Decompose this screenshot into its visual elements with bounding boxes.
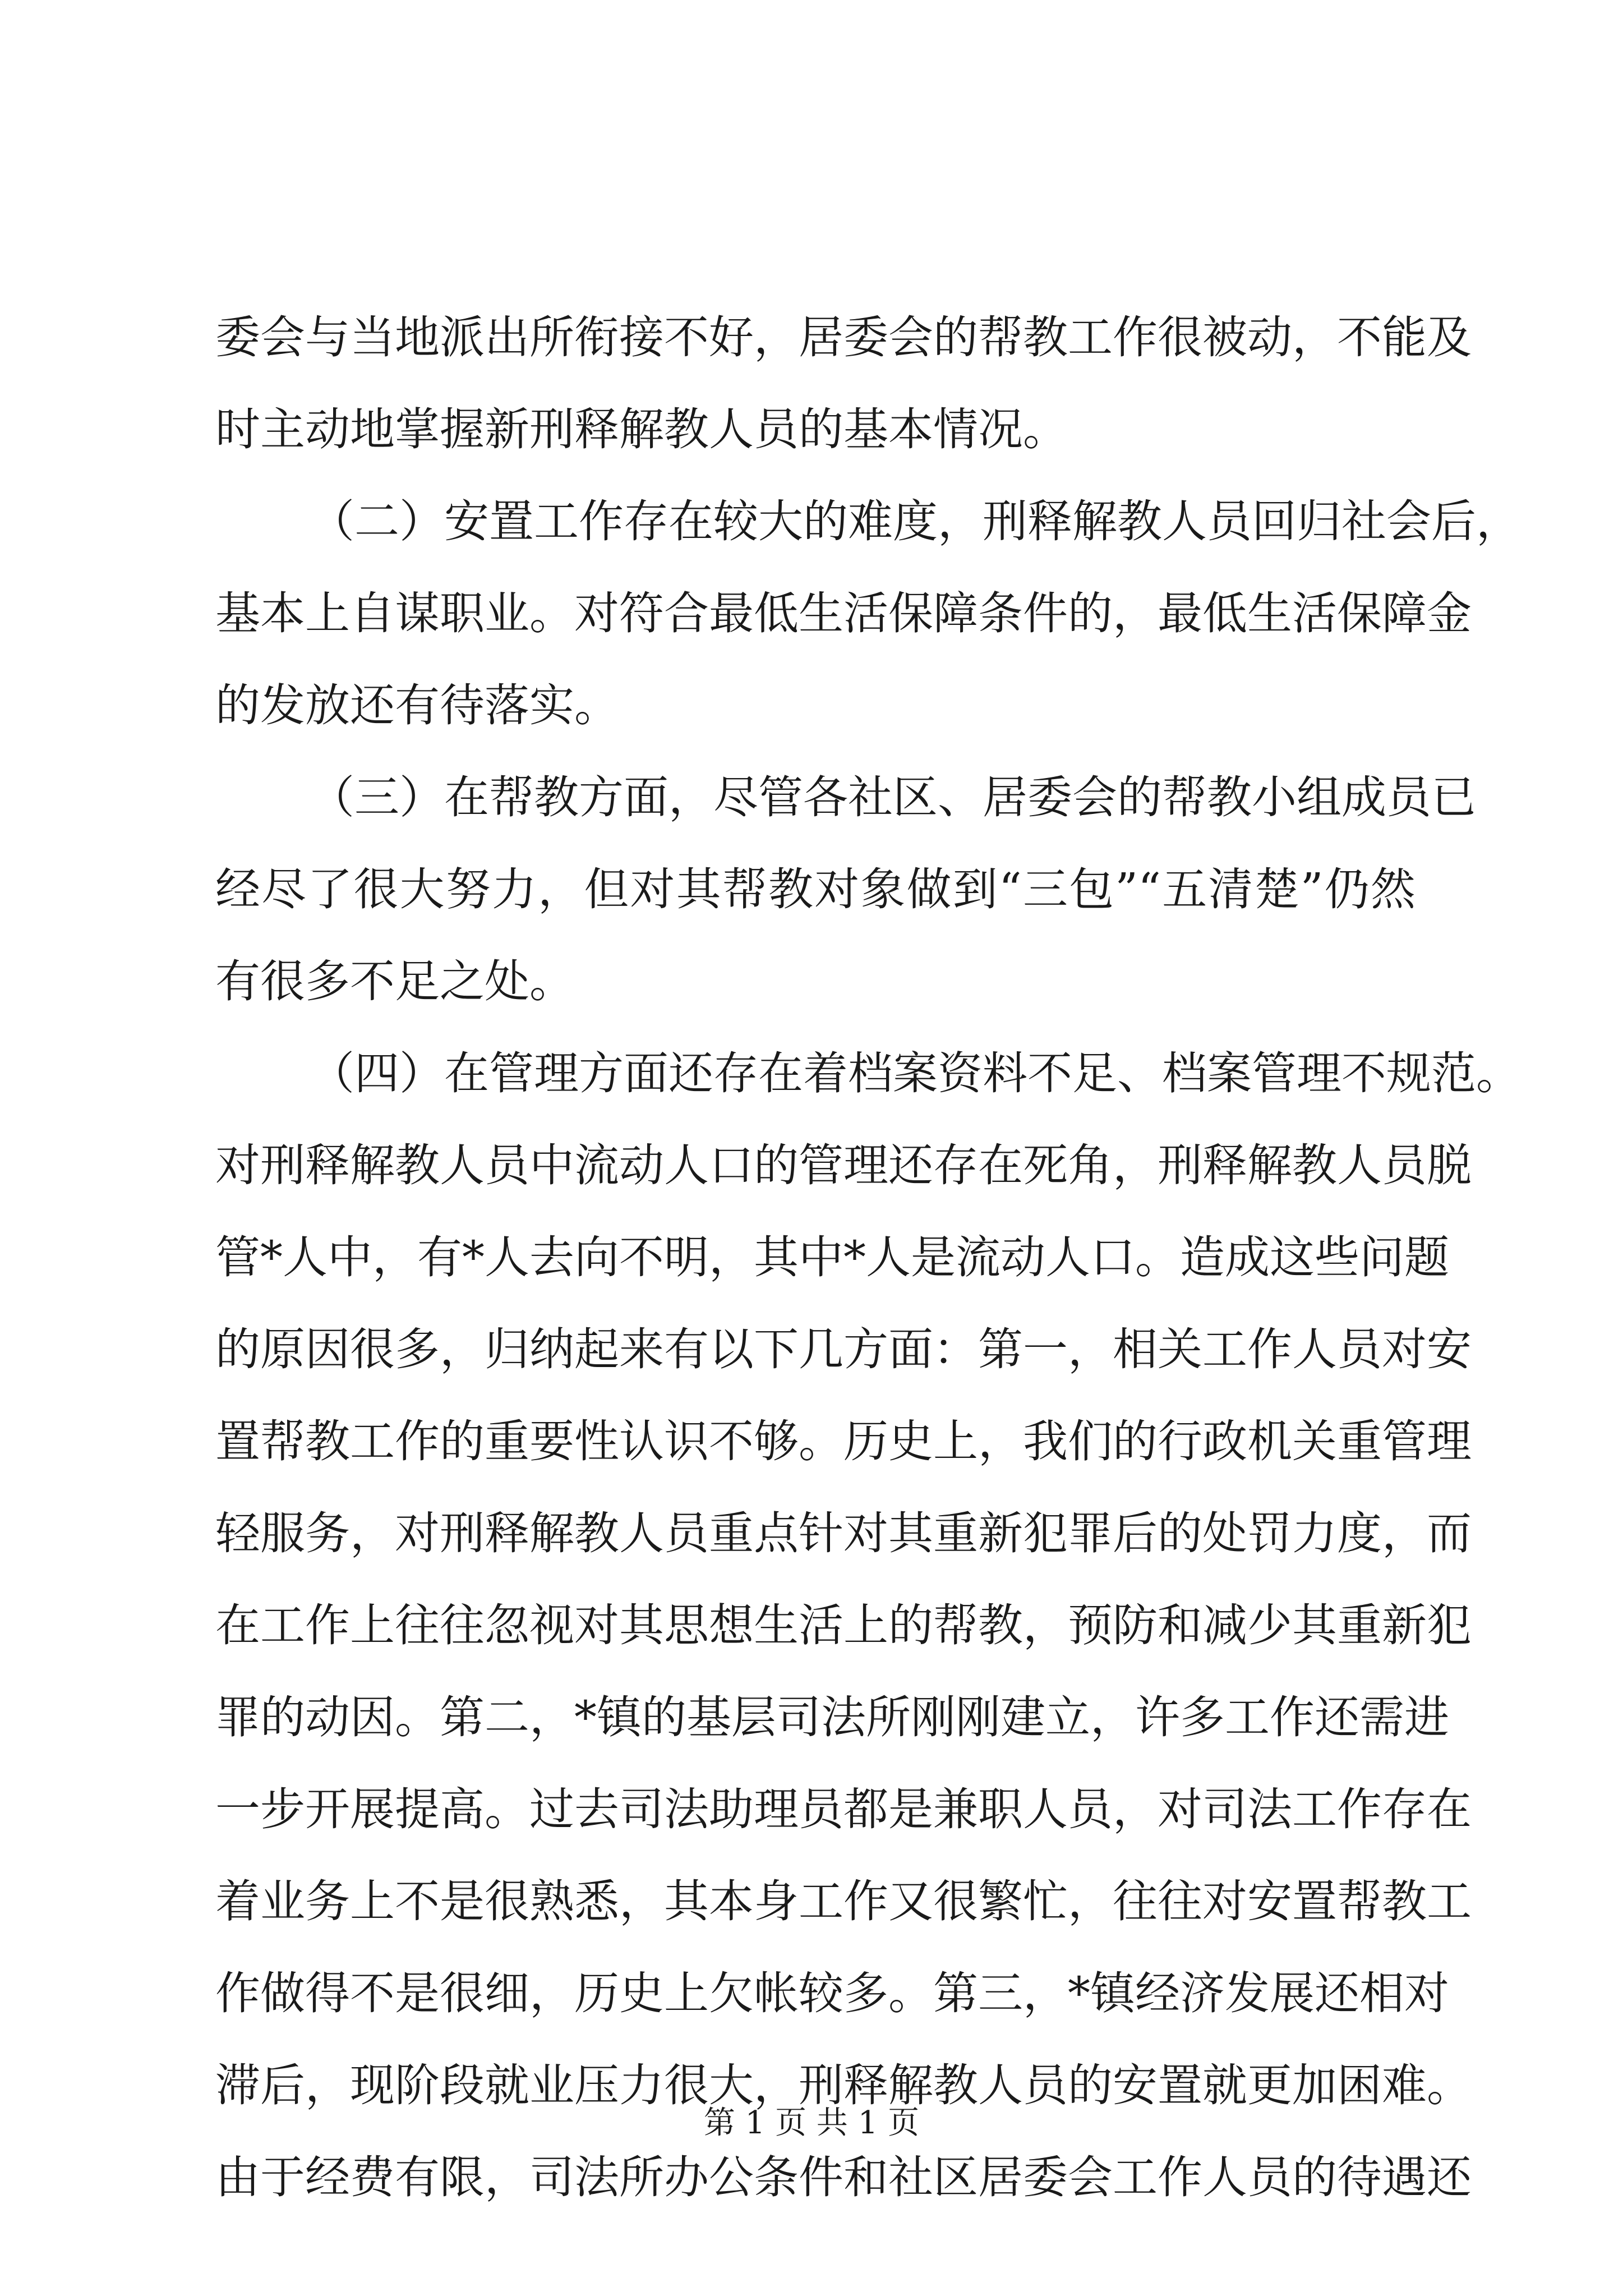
text-line: 轻服务，对刑释解教人员重点针对其重新犯罪后的处罚力度，而 — [215, 1507, 1472, 1559]
text-line: 时主动地掌握新刑释解教人员的基本情况。 — [215, 403, 1068, 455]
text-line: 置帮教工作的重要性认识不够。历史上，我们的行政机关重管理 — [215, 1415, 1472, 1467]
text-line: 着业务上不是很熟悉，其本身工作又很繁忙，往往对安置帮教工 — [215, 1875, 1472, 1927]
text-line: （四）在管理方面还存在着档案资料不足、档案管理不规范。 — [310, 1047, 1521, 1099]
text-line: 的原因很多，归纳起来有以下几方面：第一，相关工作人员对安 — [215, 1323, 1472, 1375]
text-line: 的发放还有待落实。 — [215, 679, 619, 731]
text-line: 由于经费有限，司法所办公条件和社区居委会工作人员的待遇还 — [215, 2151, 1472, 2203]
text-line: （二）安置工作存在较大的难度，刑释解教人员回归社会后， — [310, 495, 1521, 547]
text-line: 基本上自谋职业。对符合最低生活保障条件的，最低生活保障金 — [215, 587, 1472, 639]
text-line: 管*人中，有*人去向不明，其中*人是流动人口。造成这些问题 — [215, 1231, 1449, 1283]
text-line: 一步开展提高。过去司法助理员都是兼职人员，对司法工作存在 — [215, 1783, 1472, 1835]
text-line: 有很多不足之处。 — [215, 955, 574, 1007]
text-line: （三）在帮教方面，尽管各社区、居委会的帮教小组成员已 — [310, 771, 1476, 823]
text-line: 滞后，现阶段就业压力很大，刑释解教人员的安置就更加困难。 — [215, 2059, 1472, 2111]
document-body — [215, 292, 1521, 2224]
text-line: 作做得不是很细，历史上欠帐较多。第三，*镇经济发展还相对 — [215, 1967, 1449, 2019]
text-line: 罪的动因。第二，*镇的基层司法所刚刚建立，许多工作还需进 — [215, 1691, 1449, 1743]
text-line: 委会与当地派出所衔接不好，居委会的帮教工作很被动，不能及 — [215, 311, 1472, 364]
text-line: 对刑释解教人员中流动人口的管理还存在死角，刑释解教人员脱 — [215, 1139, 1472, 1191]
page-footer: 第 1 页 共 1 页 — [703, 2105, 920, 2141]
text-line: 在工作上往往忽视对其思想生活上的帮教，预防和减少其重新犯 — [215, 1599, 1472, 1651]
text-line: 经尽了很大努力，但对其帮教对象做到“三包”“五清楚”仍然 — [215, 863, 1415, 915]
